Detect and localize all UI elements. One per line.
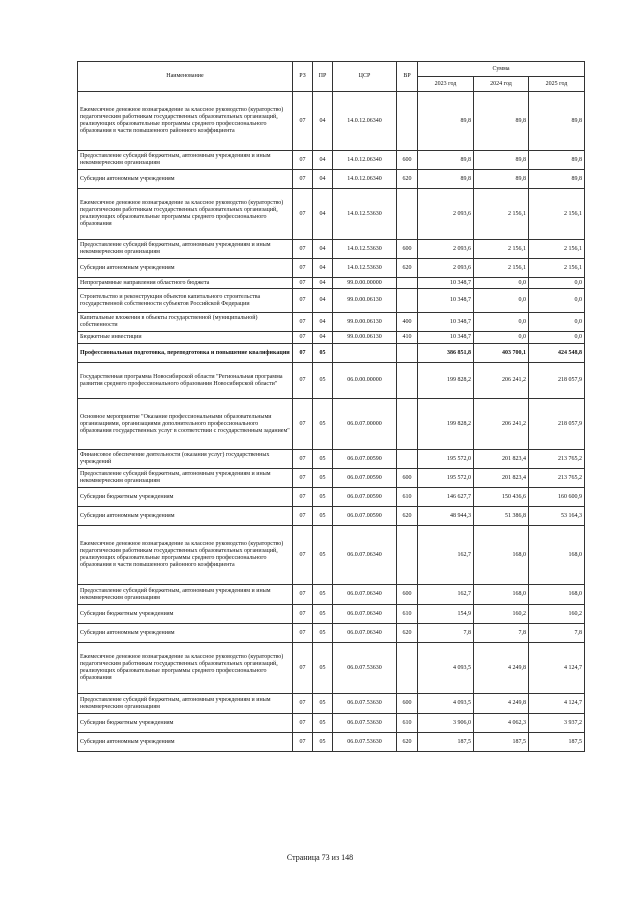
row-rz: 07: [293, 624, 313, 643]
row-rz: 07: [293, 332, 313, 344]
row-csr: 06.0.07.53630: [333, 643, 397, 694]
header-year-2025: 2025 год: [529, 77, 585, 92]
row-pr: 05: [313, 399, 333, 450]
row-value-2025: 2 156,1: [529, 259, 585, 278]
table-row: [78, 507, 585, 526]
row-vr: 400: [397, 313, 418, 332]
row-value-2024: 168,0: [474, 526, 529, 585]
table-row: [78, 526, 585, 585]
row-value-2024: 4 062,3: [474, 714, 529, 733]
row-vr: [397, 278, 418, 289]
row-value-2025: 89,8: [529, 170, 585, 189]
row-value-2024: 2 156,1: [474, 259, 529, 278]
row-pr: 05: [313, 526, 333, 585]
row-pr: 05: [313, 624, 333, 643]
table-row: [78, 714, 585, 733]
row-value-2024: 187,5: [474, 733, 529, 752]
table-row: [78, 399, 585, 450]
row-pr: 05: [313, 643, 333, 694]
table-row: [78, 259, 585, 278]
row-vr: 620: [397, 170, 418, 189]
row-value-2024: 89,8: [474, 92, 529, 151]
row-value-2025: 89,8: [529, 151, 585, 170]
row-value-2025: 89,8: [529, 92, 585, 151]
table-row: [78, 332, 585, 344]
row-csr: 06.0.07.00590: [333, 507, 397, 526]
row-csr: 06.0.07.53630: [333, 694, 397, 714]
row-value-2024: 150 436,6: [474, 488, 529, 507]
row-value-2023: 10 348,7: [418, 313, 474, 332]
row-pr: 05: [313, 694, 333, 714]
table-row: [78, 344, 585, 363]
row-name: Предоставление субсидий бюджетным, автономным учреждениям и иным некоммерческим организациям: [78, 585, 293, 605]
row-csr: 14.0.12.06340: [333, 92, 397, 151]
row-pr: 05: [313, 344, 333, 363]
row-value-2025: 2 156,1: [529, 240, 585, 259]
row-rz: 07: [293, 240, 313, 259]
row-pr: 04: [313, 170, 333, 189]
row-value-2024: 51 386,8: [474, 507, 529, 526]
row-value-2024: 206 241,2: [474, 363, 529, 399]
row-value-2023: 162,7: [418, 585, 474, 605]
row-csr: [333, 344, 397, 363]
row-csr: 06.0.07.06340: [333, 605, 397, 624]
row-value-2025: 53 164,3: [529, 507, 585, 526]
row-pr: 04: [313, 151, 333, 170]
header-year-2024: 2024 год: [474, 77, 529, 92]
row-value-2023: 146 627,7: [418, 488, 474, 507]
row-rz: 07: [293, 399, 313, 450]
row-rz: 07: [293, 526, 313, 585]
row-value-2024: 4 249,8: [474, 643, 529, 694]
row-name: Непрограммные направления областного бюджета: [78, 278, 293, 289]
row-value-2025: 213 765,2: [529, 469, 585, 488]
table-row: [78, 170, 585, 189]
row-value-2025: 7,8: [529, 624, 585, 643]
row-name: Профессиональная подготовка, переподготовка и повышение квалификации: [78, 344, 293, 363]
row-csr: 14.0.12.53630: [333, 259, 397, 278]
row-value-2025: 168,0: [529, 526, 585, 585]
row-rz: 07: [293, 643, 313, 694]
row-name: Субсидии бюджетным учреждениям: [78, 605, 293, 624]
row-pr: 04: [313, 240, 333, 259]
row-name: Субсидии бюджетным учреждениям: [78, 488, 293, 507]
row-vr: 610: [397, 605, 418, 624]
row-csr: 99.0.00.06130: [333, 313, 397, 332]
row-rz: 07: [293, 450, 313, 469]
table-row: [78, 694, 585, 714]
row-rz: 07: [293, 344, 313, 363]
row-name: Субсидии автономным учреждениям: [78, 170, 293, 189]
row-value-2024: 0,0: [474, 313, 529, 332]
row-vr: 610: [397, 488, 418, 507]
row-value-2024: 403 700,1: [474, 344, 529, 363]
table-row: [78, 643, 585, 694]
row-rz: 07: [293, 313, 313, 332]
row-pr: 04: [313, 259, 333, 278]
row-value-2023: 199 828,2: [418, 363, 474, 399]
row-value-2025: 160 600,9: [529, 488, 585, 507]
row-value-2023: 195 572,0: [418, 450, 474, 469]
row-value-2025: 0,0: [529, 289, 585, 313]
row-value-2025: 213 765,2: [529, 450, 585, 469]
header-sum: Сумма: [418, 62, 585, 77]
row-pr: 04: [313, 289, 333, 313]
row-rz: 07: [293, 170, 313, 189]
row-csr: 06.0.07.00590: [333, 450, 397, 469]
table-row: [78, 151, 585, 170]
table-row: [78, 624, 585, 643]
row-name: Государственная программа Новосибирской области "Региональная программа развития среднего профессионального образования Новосибирской области": [78, 363, 293, 399]
row-vr: 600: [397, 585, 418, 605]
row-csr: 99.0.00.06130: [333, 332, 397, 344]
row-value-2023: 195 572,0: [418, 469, 474, 488]
row-pr: 05: [313, 733, 333, 752]
row-value-2025: 218 057,9: [529, 399, 585, 450]
row-name: Капитальные вложения в объекты государственной (муниципальной) собственности: [78, 313, 293, 332]
table-header: [78, 62, 585, 92]
header-pr: ПР: [313, 62, 333, 92]
row-value-2024: 201 823,4: [474, 450, 529, 469]
row-rz: 07: [293, 189, 313, 240]
row-name: Субсидии автономным учреждениям: [78, 624, 293, 643]
row-value-2025: 0,0: [529, 313, 585, 332]
row-pr: 04: [313, 278, 333, 289]
row-value-2023: 89,8: [418, 170, 474, 189]
row-value-2023: 10 348,7: [418, 289, 474, 313]
row-pr: 05: [313, 450, 333, 469]
row-rz: 07: [293, 585, 313, 605]
row-value-2023: 10 348,7: [418, 332, 474, 344]
row-vr: [397, 450, 418, 469]
row-value-2023: 7,8: [418, 624, 474, 643]
row-name: Субсидии автономным учреждениям: [78, 733, 293, 752]
row-name: Ежемесячное денежное вознаграждение за классное руководство (кураторство) педагогическим работникам государственных образовательных организаций, реализующих образовательные программы среднего профессионального образования: [78, 189, 293, 240]
row-name: Бюджетные инвестиции: [78, 332, 293, 344]
row-vr: 600: [397, 240, 418, 259]
row-value-2023: 2 093,6: [418, 240, 474, 259]
row-value-2023: 2 093,6: [418, 189, 474, 240]
row-vr: [397, 289, 418, 313]
row-value-2023: 3 906,0: [418, 714, 474, 733]
row-vr: 600: [397, 694, 418, 714]
row-pr: 05: [313, 605, 333, 624]
row-name: Субсидии бюджетным учреждениям: [78, 714, 293, 733]
row-value-2023: 89,8: [418, 92, 474, 151]
row-rz: 07: [293, 92, 313, 151]
row-vr: [397, 363, 418, 399]
row-vr: [397, 399, 418, 450]
row-value-2025: 4 124,7: [529, 643, 585, 694]
row-value-2025: 0,0: [529, 332, 585, 344]
table-row: [78, 240, 585, 259]
row-name: Ежемесячное денежное вознаграждение за классное руководство (кураторство) педагогическим работникам государственных образовательных организаций, реализующих образовательные программы среднего профессионального образования: [78, 643, 293, 694]
row-name: Субсидии автономным учреждениям: [78, 507, 293, 526]
row-value-2024: 160,2: [474, 605, 529, 624]
row-vr: 410: [397, 332, 418, 344]
row-value-2024: 89,8: [474, 170, 529, 189]
row-value-2025: 187,5: [529, 733, 585, 752]
row-csr: 06.0.07.53630: [333, 714, 397, 733]
row-name: Предоставление субсидий бюджетным, автономным учреждениям и иным некоммерческим организациям: [78, 469, 293, 488]
row-pr: 04: [313, 92, 333, 151]
row-value-2025: 0,0: [529, 278, 585, 289]
row-value-2024: 0,0: [474, 332, 529, 344]
row-pr: 05: [313, 363, 333, 399]
table-row: [78, 488, 585, 507]
row-value-2025: 4 124,7: [529, 694, 585, 714]
row-value-2024: 0,0: [474, 289, 529, 313]
row-rz: 07: [293, 289, 313, 313]
table-row: [78, 605, 585, 624]
row-rz: 07: [293, 259, 313, 278]
table-row: [78, 450, 585, 469]
row-name: Предоставление субсидий бюджетным, автономным учреждениям и иным некоммерческим организациям: [78, 151, 293, 170]
table-row: [78, 92, 585, 151]
row-value-2023: 162,7: [418, 526, 474, 585]
row-pr: 05: [313, 469, 333, 488]
row-value-2024: 2 156,1: [474, 240, 529, 259]
row-pr: 05: [313, 585, 333, 605]
row-value-2025: 218 057,9: [529, 363, 585, 399]
row-name: Ежемесячное денежное вознаграждение за классное руководство (кураторство) педагогическим работникам государственных образовательных организаций, реализующих образовательные программы среднего профессионального образования в части повышенного районного коэффициента: [78, 92, 293, 151]
table-row: [78, 289, 585, 313]
header-name: Наименование: [78, 62, 293, 92]
row-value-2025: 2 156,1: [529, 189, 585, 240]
row-value-2024: 206 241,2: [474, 399, 529, 450]
row-name: Ежемесячное денежное вознаграждение за классное руководство (кураторство) педагогическим работникам государственных образовательных организаций, реализующих образовательные программы среднего профессионального образования в части повышенного районного коэффициента: [78, 526, 293, 585]
row-csr: 06.0.00.00000: [333, 363, 397, 399]
row-value-2023: 386 851,8: [418, 344, 474, 363]
row-pr: 05: [313, 488, 333, 507]
row-name: Основное мероприятие "Оказание профессиональными образовательными организациями, организациями дополнительного профессионального образования государственных услуг в соответствии с государственным заданием": [78, 399, 293, 450]
table-row: [78, 469, 585, 488]
row-csr: 06.0.07.00000: [333, 399, 397, 450]
row-csr: 99.0.00.06130: [333, 289, 397, 313]
table-row: [78, 313, 585, 332]
page-number: Страница 73 из 148: [286, 853, 354, 862]
row-name: Субсидии автономным учреждениям: [78, 259, 293, 278]
row-rz: 07: [293, 507, 313, 526]
table-row: [78, 585, 585, 605]
row-pr: 04: [313, 332, 333, 344]
table-row: [78, 189, 585, 240]
row-vr: 600: [397, 151, 418, 170]
row-pr: 05: [313, 507, 333, 526]
row-csr: 06.0.07.00590: [333, 488, 397, 507]
row-vr: [397, 189, 418, 240]
row-rz: 07: [293, 714, 313, 733]
row-name: Строительство и реконструкция объектов капитального строительства государственной собственности субъектов Российской Федерации: [78, 289, 293, 313]
row-vr: 620: [397, 507, 418, 526]
row-rz: 07: [293, 469, 313, 488]
row-value-2023: 4 093,5: [418, 694, 474, 714]
row-vr: [397, 643, 418, 694]
row-name: Финансовое обеспечение деятельности (оказания услуг) государственных учреждений: [78, 450, 293, 469]
row-value-2025: 424 548,8: [529, 344, 585, 363]
row-value-2025: 168,0: [529, 585, 585, 605]
row-csr: 06.0.07.06340: [333, 585, 397, 605]
header-rz: РЗ: [293, 62, 313, 92]
row-vr: [397, 526, 418, 585]
row-rz: 07: [293, 488, 313, 507]
row-value-2024: 168,0: [474, 585, 529, 605]
row-value-2023: 48 944,3: [418, 507, 474, 526]
row-csr: 06.0.07.53630: [333, 733, 397, 752]
row-value-2024: 2 156,1: [474, 189, 529, 240]
row-vr: 620: [397, 624, 418, 643]
row-value-2025: 160,2: [529, 605, 585, 624]
row-csr: 14.0.12.06340: [333, 170, 397, 189]
row-csr: 06.0.07.06340: [333, 526, 397, 585]
row-value-2023: 2 093,6: [418, 259, 474, 278]
row-rz: 07: [293, 278, 313, 289]
header-vr: ВР: [397, 62, 418, 92]
row-value-2025: 3 937,2: [529, 714, 585, 733]
row-vr: [397, 344, 418, 363]
row-csr: 14.0.12.53630: [333, 240, 397, 259]
row-rz: 07: [293, 363, 313, 399]
row-rz: 07: [293, 605, 313, 624]
row-rz: 07: [293, 151, 313, 170]
row-value-2024: 0,0: [474, 278, 529, 289]
row-value-2023: 187,5: [418, 733, 474, 752]
row-value-2024: 4 249,8: [474, 694, 529, 714]
row-value-2023: 4 093,5: [418, 643, 474, 694]
row-rz: 07: [293, 694, 313, 714]
row-name: Предоставление субсидий бюджетным, автономным учреждениям и иным некоммерческим организациям: [78, 694, 293, 714]
row-value-2024: 7,8: [474, 624, 529, 643]
row-vr: 620: [397, 259, 418, 278]
row-value-2023: 10 348,7: [418, 278, 474, 289]
header-year-2023: 2023 год: [418, 77, 474, 92]
budget-table: [77, 61, 585, 752]
row-vr: 600: [397, 469, 418, 488]
row-csr: 06.0.07.06340: [333, 624, 397, 643]
header-csr: ЦСР: [333, 62, 397, 92]
row-pr: 04: [313, 189, 333, 240]
row-name: Предоставление субсидий бюджетным, автономным учреждениям и иным некоммерческим организациям: [78, 240, 293, 259]
row-vr: 610: [397, 714, 418, 733]
row-csr: 14.0.12.53630: [333, 189, 397, 240]
table-row: [78, 733, 585, 752]
row-value-2024: 201 823,4: [474, 469, 529, 488]
row-rz: 07: [293, 733, 313, 752]
row-vr: 620: [397, 733, 418, 752]
row-csr: 99.0.00.00000: [333, 278, 397, 289]
row-value-2023: 154,9: [418, 605, 474, 624]
table-row: [78, 278, 585, 289]
row-value-2023: 89,8: [418, 151, 474, 170]
row-value-2024: 89,8: [474, 151, 529, 170]
table-body: [78, 92, 585, 752]
row-value-2023: 199 828,2: [418, 399, 474, 450]
row-vr: [397, 92, 418, 151]
row-csr: 14.0.12.06340: [333, 151, 397, 170]
table-row: [78, 363, 585, 399]
row-pr: 05: [313, 714, 333, 733]
row-pr: 04: [313, 313, 333, 332]
row-csr: 06.0.07.00590: [333, 469, 397, 488]
